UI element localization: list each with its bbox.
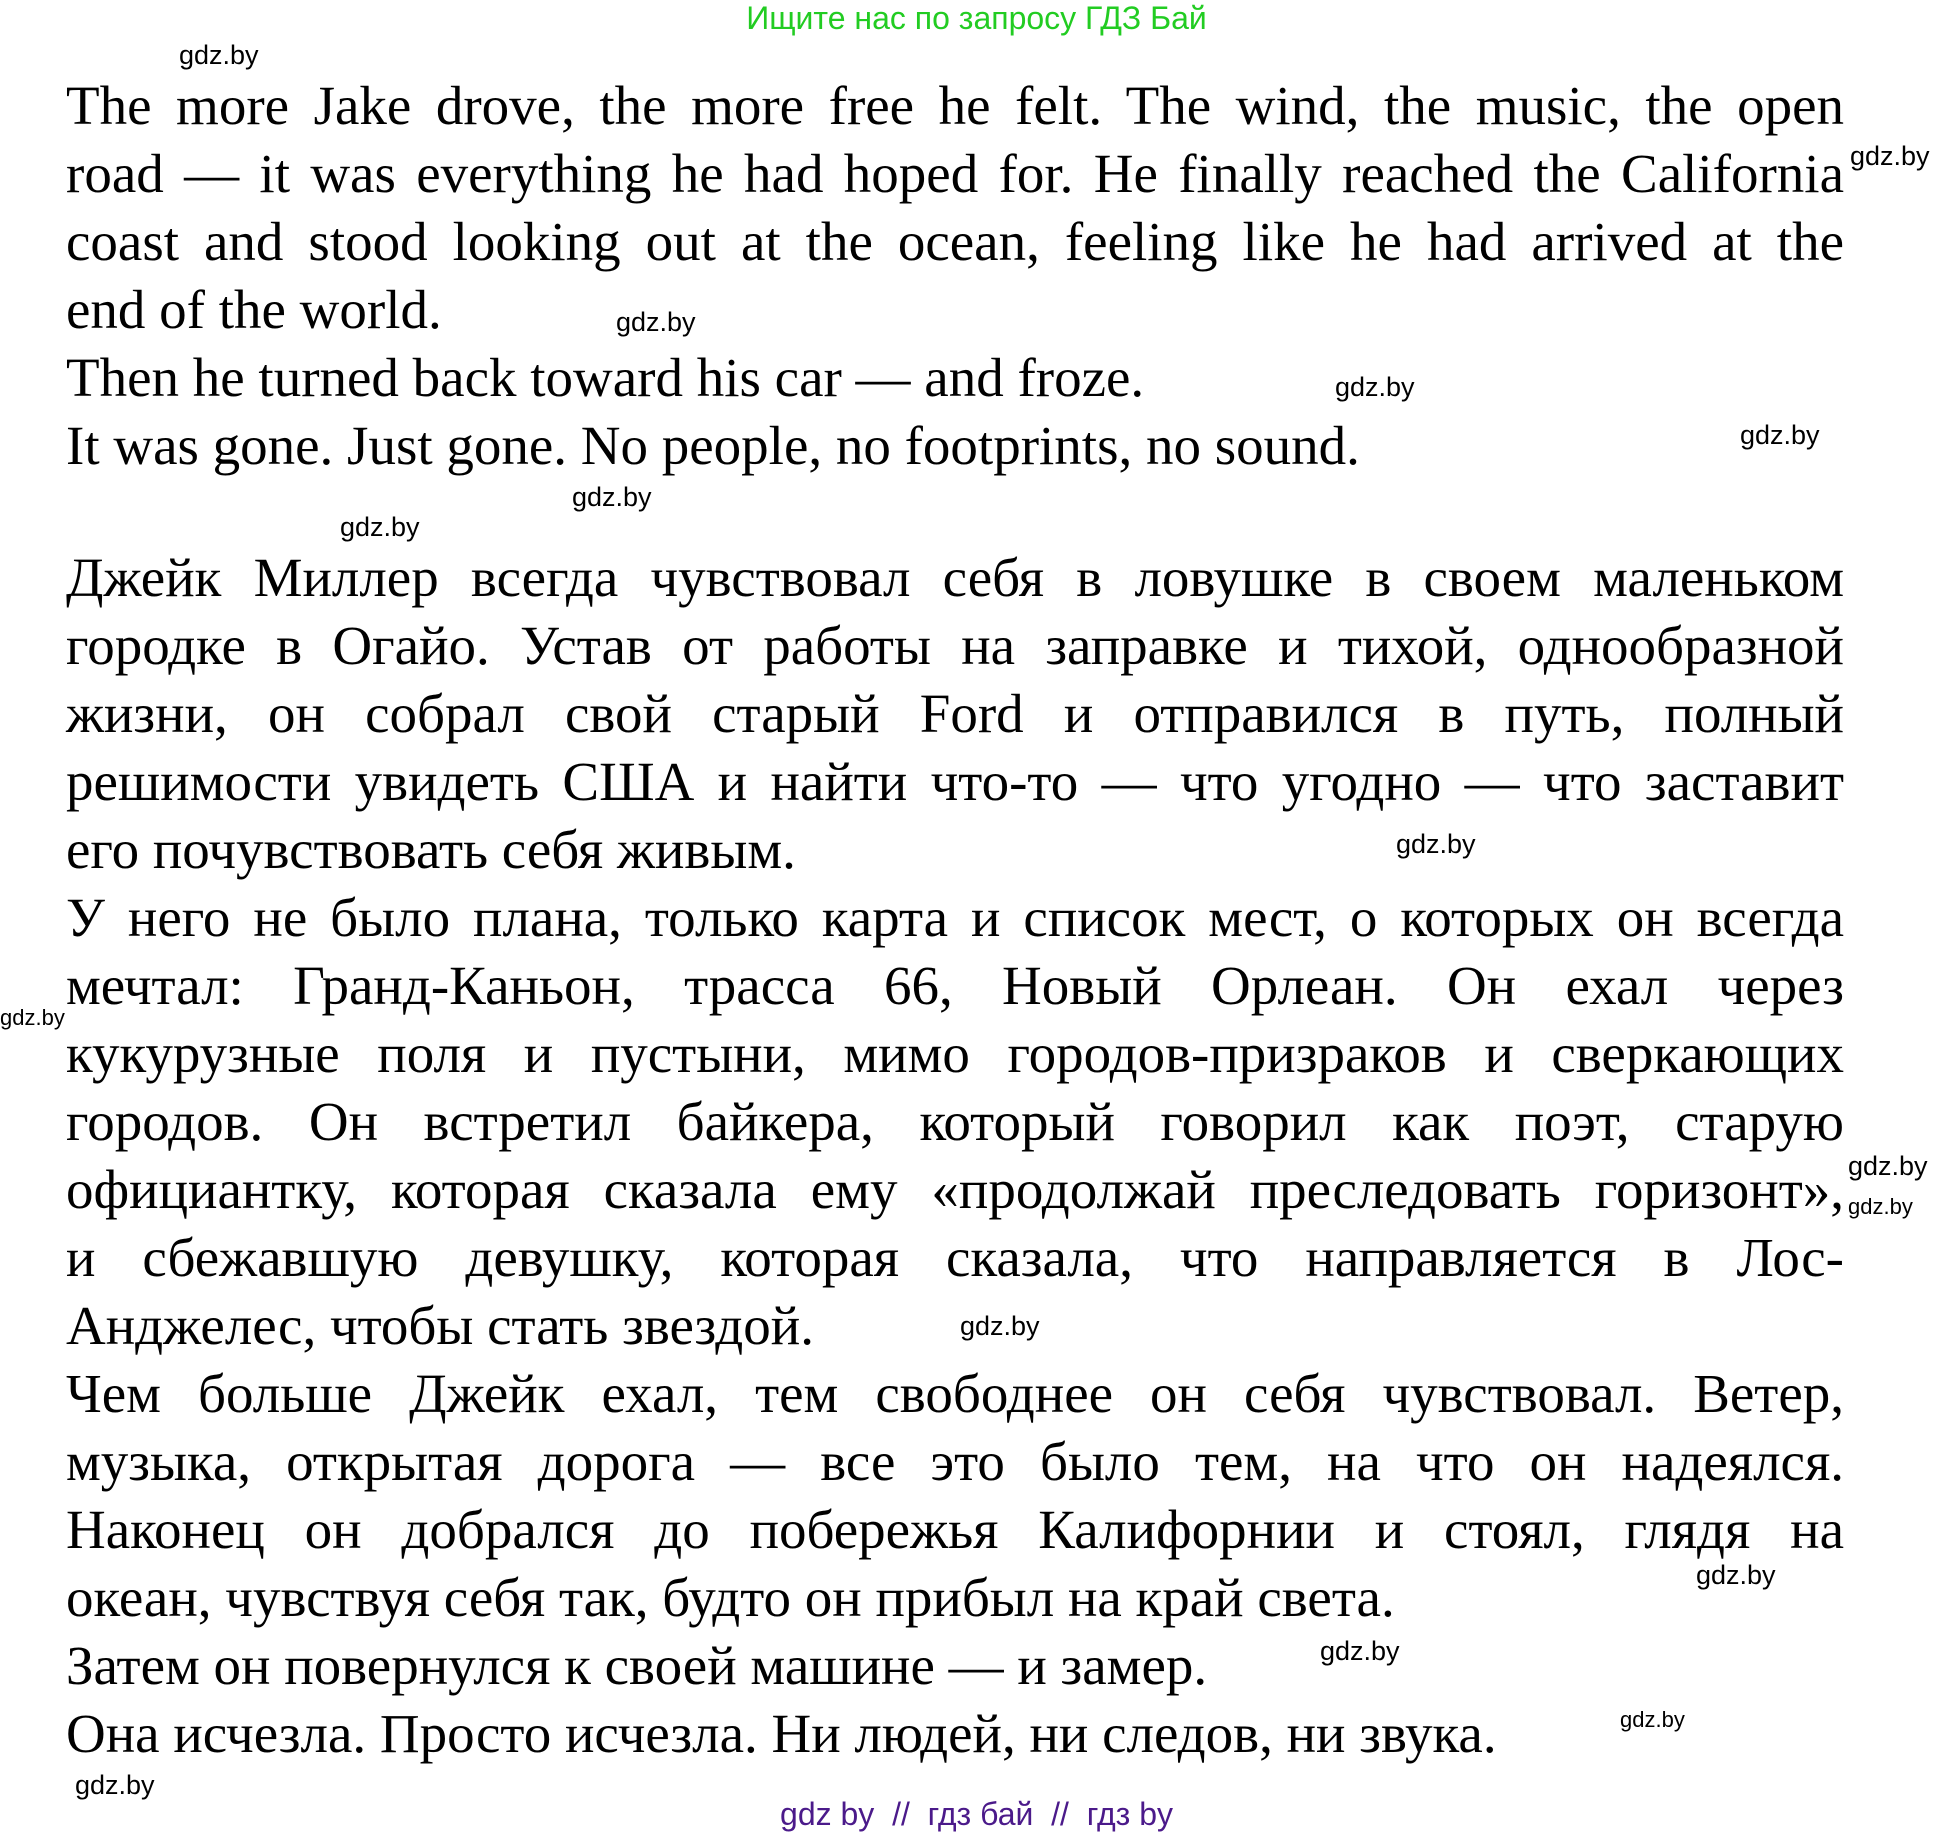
text-line: road — it was everything he had hoped for. He finally reached the California: [66, 143, 1844, 204]
text-line: Джейк Миллер всегда чувствовал себя в ловушке в своем маленьком: [66, 547, 1844, 608]
watermark: gdz.by: [1335, 372, 1415, 402]
watermark: gdz.by: [1848, 1151, 1928, 1181]
watermark: gdz.by: [0, 1005, 65, 1030]
text-line: Анджелес, чтобы стать звездой.: [66, 1295, 814, 1356]
watermark: gdz.by: [1848, 1194, 1913, 1219]
text-line: городке в Огайо. Устав от работы на заправке и тихой, однообразной: [66, 615, 1844, 676]
text-line: мечтал: Гранд-Каньон, трасса 66, Новый Орлеан. Он ехал через: [66, 955, 1844, 1016]
watermark: gdz.by: [616, 307, 696, 337]
watermark: gdz.by: [1696, 1560, 1776, 1590]
text-line: его почувствовать себя живым.: [66, 819, 796, 880]
watermark: gdz.by: [179, 40, 259, 70]
text-line: жизни, он собрал свой старый Ford и отправился в путь, полный: [66, 683, 1844, 744]
text-line: The more Jake drove, the more free he felt. The wind, the music, the open: [66, 75, 1844, 136]
watermark: gdz.by: [1620, 1707, 1685, 1732]
watermark: gdz.by: [1396, 829, 1476, 859]
text-line: end of the world.: [66, 279, 442, 340]
text-line: It was gone. Just gone. No people, no footprints, no sound.: [66, 415, 1360, 476]
text-line: Then he turned back toward his car — and froze.: [66, 347, 1145, 408]
watermark: gdz.by: [1740, 420, 1820, 450]
header-banner: Ищите нас по запросу ГДЗ Бай: [746, 0, 1207, 36]
watermark: gdz.by: [960, 1311, 1040, 1341]
text-line: музыка, открытая дорога — все это было тем, на что он надеялся.: [66, 1431, 1844, 1492]
watermark: gdz.by: [1850, 141, 1930, 171]
watermark: gdz.by: [75, 1770, 155, 1800]
text-line: официантку, которая сказала ему «продолжай преследовать горизонт»,: [66, 1159, 1844, 1220]
watermark: gdz.by: [340, 512, 420, 542]
text-line: кукурузные поля и пустыни, мимо городов-призраков и сверкающих: [66, 1023, 1844, 1084]
text-line: решимости увидеть США и найти что-то — что угодно — что заставит: [66, 751, 1844, 812]
watermark: gdz.by: [572, 482, 652, 512]
text-line: coast and stood looking out at the ocean, feeling like he had arrived at the: [66, 211, 1844, 272]
watermark: gdz.by: [1320, 1636, 1400, 1666]
text-line: городов. Он встретил байкера, который говорил как поэт, старую: [66, 1091, 1844, 1152]
text-line: и сбежавшую девушку, которая сказала, что направляется в Лос-: [66, 1227, 1844, 1288]
text-line: Затем он повернулся к своей машине — и замер.: [66, 1635, 1208, 1696]
text-line: Она исчезла. Просто исчезла. Ни людей, ни следов, ни звука.: [66, 1703, 1497, 1764]
text-line: У него не было плана, только карта и список мест, о которых он всегда: [66, 887, 1844, 948]
text-line: Чем больше Джейк ехал, тем свободнее он себя чувствовал. Ветер,: [66, 1363, 1844, 1424]
footer-links: gdz by // гдз бай // гдз by: [780, 1796, 1173, 1832]
text-line: Наконец он добрался до побережья Калифорнии и стоял, глядя на: [66, 1499, 1844, 1560]
text-line: океан, чувствуя себя так, будто он прибыл на край света.: [66, 1567, 1395, 1628]
